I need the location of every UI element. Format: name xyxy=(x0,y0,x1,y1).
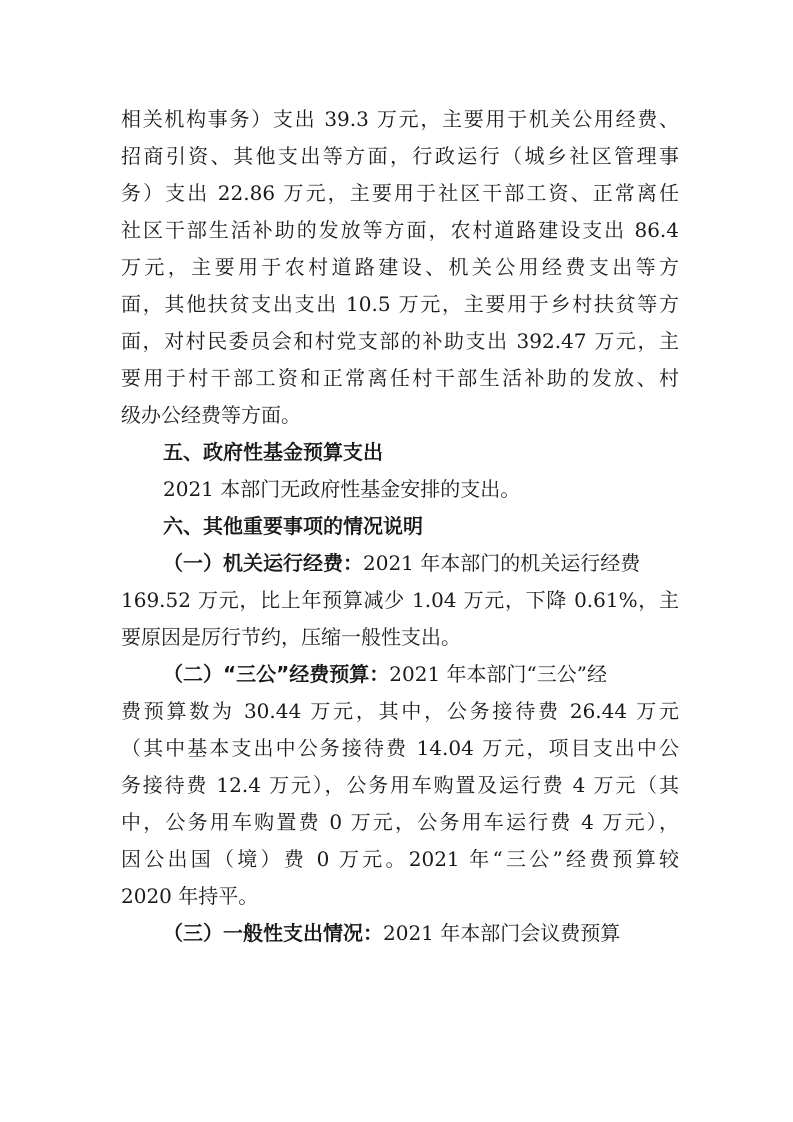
item-2-number: （二） xyxy=(163,662,223,686)
item-1-first-line xyxy=(121,545,679,582)
item-2-line-4: 务接待费 12.4 万元），公务用车购置及运行费 4 万元（其 xyxy=(121,773,679,797)
item-3-text: 2021 年本部门会议费预算 xyxy=(383,921,621,945)
paragraph-line-9: 级办公经费等方面。 xyxy=(121,403,301,427)
paragraph-line-2: 招商引资、其他支出等方面，行政运行（城乡社区管理事 xyxy=(121,144,679,168)
item-2-first-line xyxy=(121,656,679,693)
paragraph-line-5: 万元，主要用于农村道路建设、机关公用经费支出等方 xyxy=(121,255,679,279)
item-1-number: （一） xyxy=(163,551,223,575)
item-2-line-3: （其中基本支出中公务接待费 14.04 万元，项目支出中公 xyxy=(121,736,679,760)
paragraph-line-4: 社区干部生活补助的发放等方面，农村道路建设支出 86.4 xyxy=(121,218,679,242)
item-1-line-3: 要原因是厉行节约，压缩一般性支出。 xyxy=(121,625,461,649)
paragraph-line-3: 务）支出 22.86 万元，主要用于社区干部工资、正常离任 xyxy=(121,181,679,205)
paragraph-line-7: 面，对村民委员会和村党支部的补助支出 392.47 万元，主 xyxy=(121,329,679,353)
item-1-title: 机关运行经费： xyxy=(223,551,363,575)
paragraph-line-8: 要用于村干部工资和正常离任村干部生活补助的发放、村 xyxy=(121,366,679,390)
item-2-line-5: 中，公务用车购置费 0 万元，公务用车运行费 4 万元）， xyxy=(121,810,679,834)
item-2-title: “三公”经费预算： xyxy=(223,662,390,686)
section-heading-6: 六、其他重要事项的情况说明 xyxy=(163,514,423,538)
item-1-line-2: 169.52 万元，比上年预算减少 1.04 万元，下降 0.61%，主 xyxy=(121,588,679,612)
paragraph-line-6: 面，其他扶贫支出支出 10.5 万元，主要用于乡村扶贫等方 xyxy=(121,292,679,316)
section-heading-5: 五、政府性基金预算支出 xyxy=(163,440,383,464)
item-2-text: 2021 年本部门“三公”经 xyxy=(389,662,608,686)
item-3-title: 一般性支出情况： xyxy=(223,921,383,945)
item-3-first-line xyxy=(121,915,679,952)
item-2-line-6: 因公出国（境）费 0 万元。2021 年“三公”经费预算较 xyxy=(121,847,679,871)
section-5-text: 2021 本部门无政府性基金安排的支出。 xyxy=(163,477,521,501)
item-3-number: （三） xyxy=(163,921,223,945)
item-1-text: 2021 年本部门的机关运行经费 xyxy=(363,551,641,575)
item-2-line-7: 2020 年持平。 xyxy=(121,884,259,908)
paragraph-line-1: 相关机构事务）支出 39.3 万元，主要用于机关公用经费、 xyxy=(121,107,679,131)
item-2-line-2: 费预算数为 30.44 万元，其中，公务接待费 26.44 万元 xyxy=(121,699,679,723)
document-body xyxy=(121,101,679,952)
